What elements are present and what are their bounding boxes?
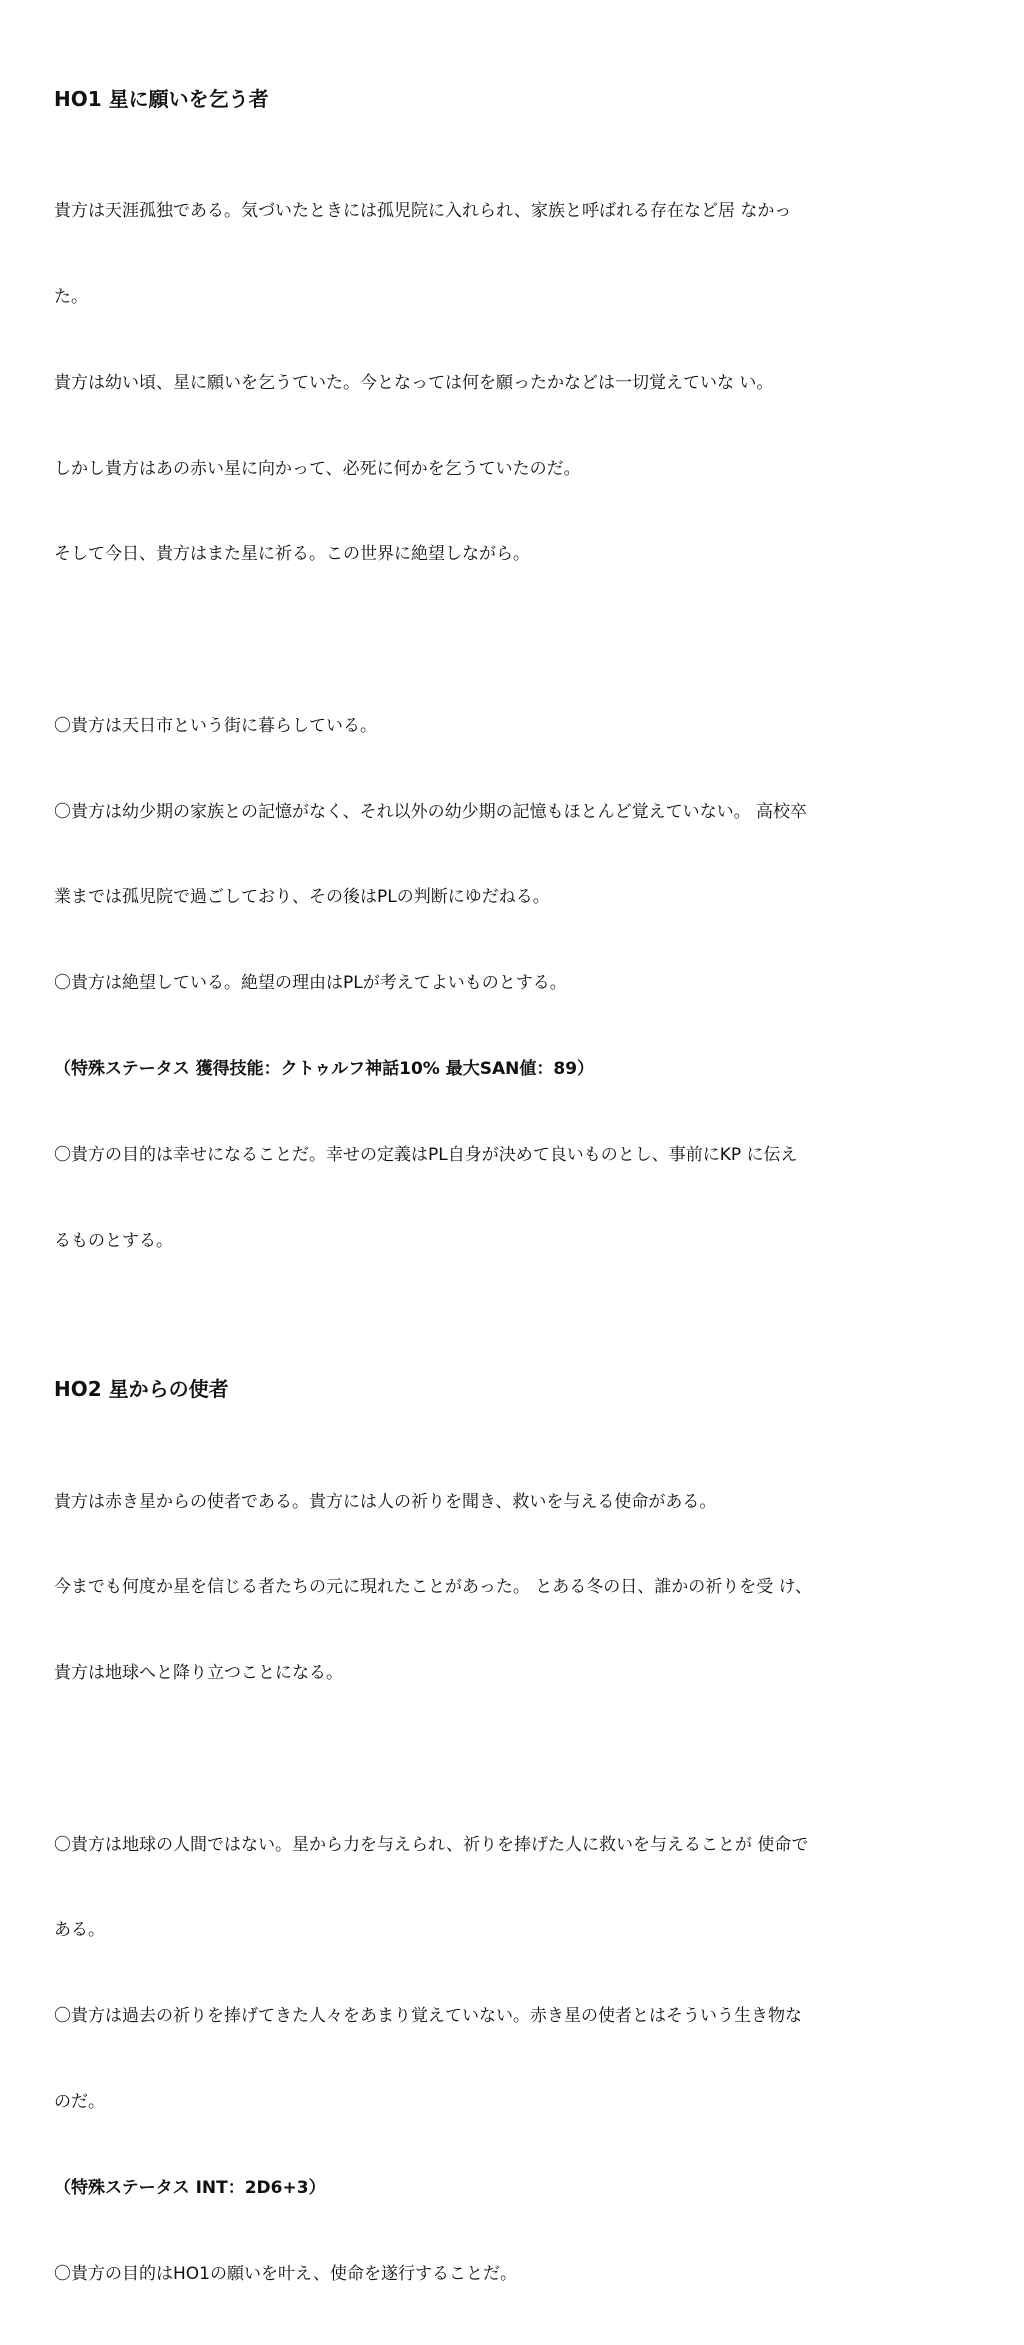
ho1-line: 〇貴方は絶望している。絶望の理由はPLが考えてよいものとする。 (54, 973, 567, 994)
ho2-line: 貴方は赤き星からの使者である。貴方には人の祈りを聞き、救いを与える使命がある。 (54, 1491, 717, 1512)
ho2-body (54, 1430, 974, 2345)
ho2-line: 今までも何度か星を信じる者たちの元に現れたことがあった。 とある冬の日、誰かの祈りを受 け、 (54, 1577, 812, 1598)
ho1-special-status: （特殊ステータス 獲得技能：クトゥルフ神話10% 最大SAN値：89） (54, 1059, 595, 1079)
ho1-line: 貴方は幼い頃、星に願いを乞うていた。今となっては何を願ったかなどは一切覚えていな い。 (54, 372, 774, 393)
ho2-line: のだ。 (54, 2092, 105, 2112)
ho1-line: しかし貴方はあの赤い星に向かって、必死に何かを乞うていたのだ。 (54, 458, 581, 479)
ho2-title: HO2 星からの使者 (54, 1377, 229, 1402)
ho1-line: 〇貴方の目的は幸せになることだ。幸せの定義はPL自身が決めて良いものとし、事前にKP に伝え (54, 1144, 798, 1165)
document-page (54, 84, 974, 2345)
ho1-line: た。 (54, 286, 88, 307)
ho1-line: るものとする。 (54, 1230, 173, 1251)
ho1-line: 〇貴方は幼少期の家族との記憶がなく、それ以外の幼少期の記憶もほとんど覚えていない。 高校卒 (54, 801, 808, 822)
ho1-blank-line (54, 626, 974, 655)
ho1-line: そして今日、貴方はまた星に祈る。この世界に絶望しながら。 (54, 544, 530, 565)
ho2-line: 〇貴方の目的はHO1の願いを叶え、使命を遂行することだ。 (54, 2263, 517, 2284)
ho2-special-status: （特殊ステータス INT：2D6+3） (54, 2177, 326, 2198)
ho1-line: 貴方は天涯孤独である。気づいたときには孤児院に入れられ、家族と呼ばれる存在など居 なかっ (54, 201, 792, 222)
ho2-line: 〇貴方は地球の人間ではない。星から力を与えられ、祈りを捧げた人に救いを与えることが 使命で (54, 1834, 809, 1855)
ho2-blank-line (54, 1745, 974, 1774)
ho2-line: 〇貴方は過去の祈りを捧げてきた人々をあまり覚えていない。赤き星の使者とはそういう生き物な (54, 2006, 802, 2027)
ho1-body (54, 140, 974, 1312)
ho1-line: 〇貴方は天日市という街に暮らしている。 (54, 715, 377, 736)
ho2-line: ある。 (54, 1920, 105, 1941)
ho2-line: 貴方は地球へと降り立つことになる。 (54, 1663, 343, 1684)
ho2-section (54, 1374, 974, 2345)
ho1-section (54, 84, 974, 1312)
ho1-title: HO1 星に願いを乞う者 (54, 87, 269, 111)
ho1-line: 業までは孤児院で過ごしており、その後はPLの判断にゆだねる。 (54, 887, 550, 908)
